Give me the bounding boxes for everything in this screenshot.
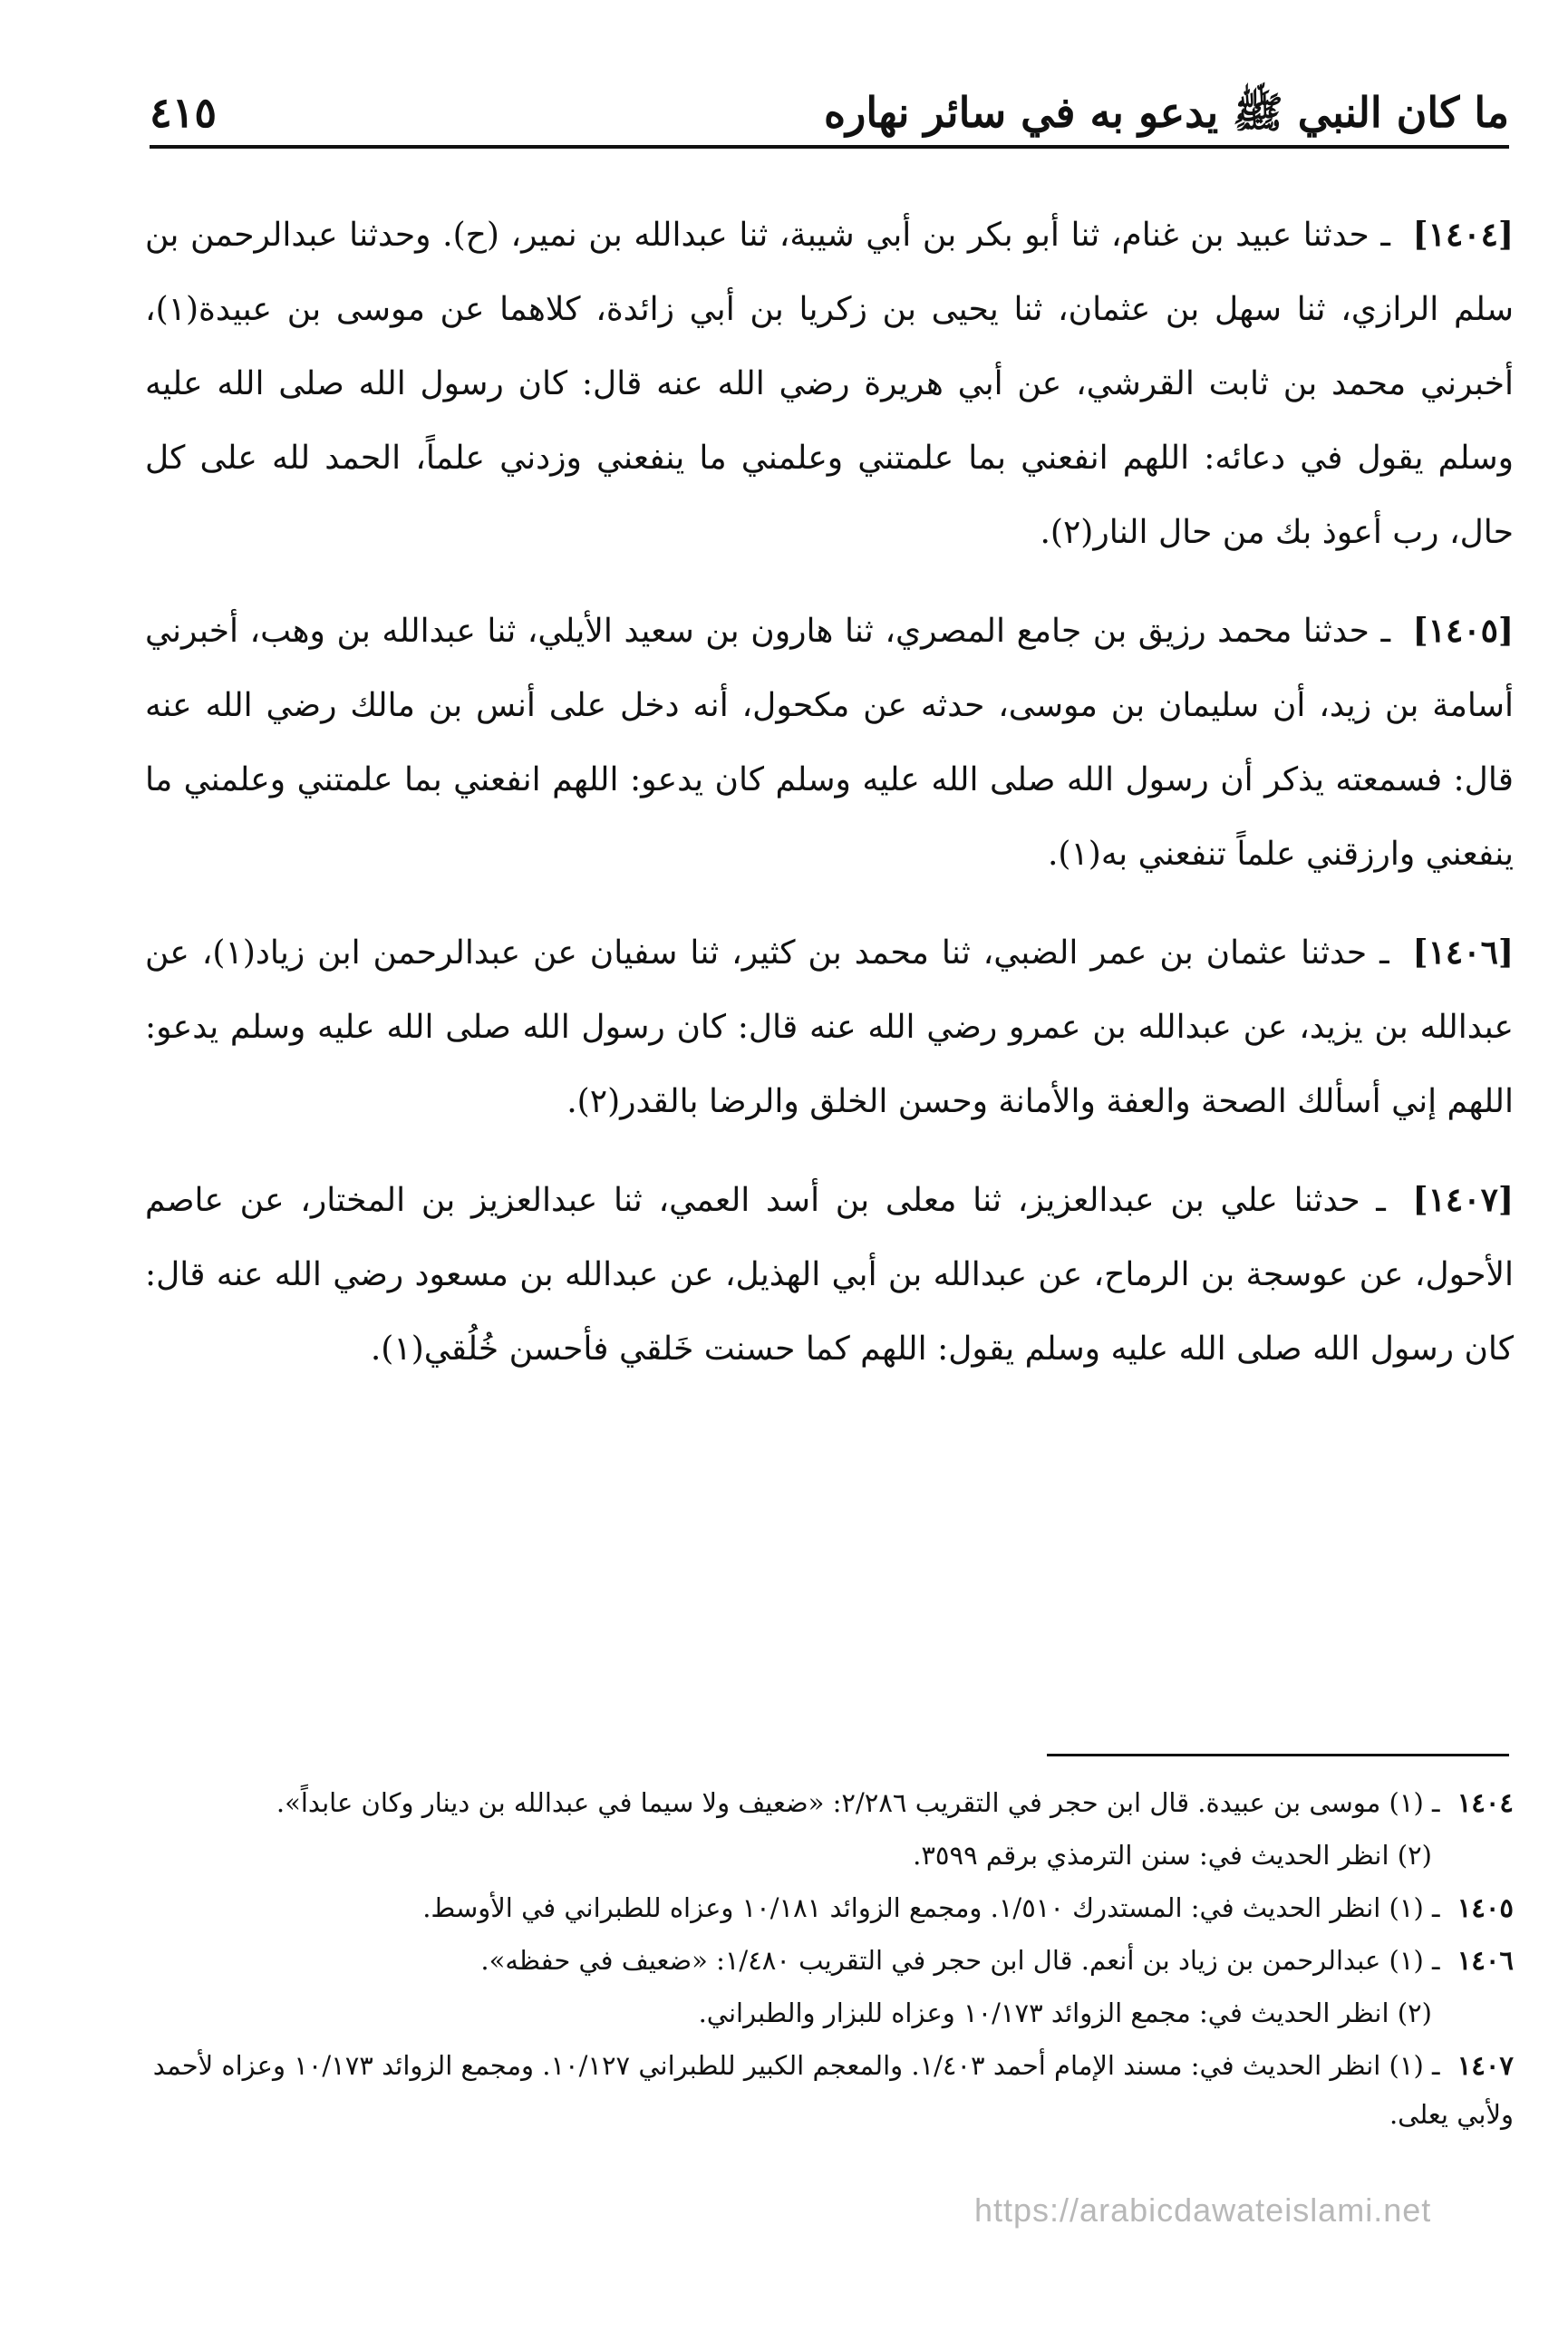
hadith-text: ـ حدثنا علي بن عبدالعزيز، ثنا معلى بن أسد العمي، ثنا عبدالعزيز بن المختار، عن عاصم الأحول، عن عوسجة بن الرماح، عن عبدالله بن أبي الهذيل، عن عبدالله بن مسعود رضي الله عنه قال: كان رسول الله صلى الله عليه وسلم يقول: اللهم كما حسنت خَلقي فأحسن خُلُقي(١). [145, 1182, 1514, 1368]
footnote-divider [1047, 1754, 1509, 1756]
hadith-text: ـ حدثنا عبيد بن غنام، ثنا أبو بكر بن أبي شيبة، ثنا عبدالله بن نمير، (ح). وحدثنا عبدالرحمن بن سلم الرازي، ثنا سهل بن عثمان، ثنا يحيى بن زكريا بن أبي زائدة، كلاهما عن موسى بن عبيدة(١)، أخبرني محمد بن ثابت القرشي، عن أبي هريرة رضي الله عنه قال: كان رسول الله صلى الله عليه وسلم يقول في دعائه: اللهم انفعني بما علمتني وعلمني ما ينفعني وزدني علماً، الحمد لله على كل حال، رب أعوذ بك من حال النار(٢). [145, 217, 1514, 551]
footnote-hadith-number: ١٤٠٤ [1457, 1787, 1514, 1818]
hadith-1406 [145, 915, 1514, 1139]
footnote [145, 1936, 1514, 1985]
hadith-number: [١٤٠٤] [1412, 216, 1514, 254]
hadith-text: ـ حدثنا محمد رزيق بن جامع المصري، ثنا هارون بن سعيد الأيلي، ثنا عبدالله بن وهب، أخبرني أسامة بن زيد، أن سليمان بن موسى، حدثه عن مكحول، أنه دخل على أنس بن مالك رضي الله عنه قال: فسمعته يذكر أن رسول الله صلى الله عليه وسلم كان يدعو: اللهم انفعني بما علمتني وعلمني ما ينفعني وارزقني علماً تنفعني به(١). [145, 613, 1514, 873]
footnote-hadith-number: ١٤٠٦ [1457, 1945, 1514, 1976]
footnote-hadith-number: ١٤٠٧ [1457, 2050, 1514, 2081]
footnote-text: ـ (١) عبدالرحمن بن زياد بن أنعم. قال ابن حجر في التقريب ١/٤٨٠: «ضعيف في حفظه». [480, 1945, 1440, 1976]
footnote [145, 1883, 1514, 1932]
footnote-text: ـ (١) انظر الحديث في: مسند الإمام أحمد ١/٤٠٣. والمعجم الكبير للطبراني ١٠/١٢٧. ومجمع الزوائد ١٠/١٧٣ وعزاه لأحمد ولأبي يعلى. [152, 2050, 1514, 2130]
footnote [145, 2041, 1514, 2139]
footnote [145, 1778, 1514, 1827]
header-divider [150, 145, 1509, 149]
hadith-1407 [145, 1163, 1514, 1387]
footnote [145, 1831, 1514, 1880]
watermark-url: https://arabicdawateislami.net [974, 2191, 1432, 2229]
chapter-title: ما كان النبي ﷺ يدعو به في سائر نهاره [824, 88, 1509, 137]
footnote-text: (٢) انظر الحديث في: مجمع الزوائد ١٠/١٧٣ وعزاه للبزار والطبراني. [698, 1998, 1432, 2028]
page-number: ٤١٥ [150, 88, 218, 137]
hadith-number: [١٤٠٥] [1412, 612, 1515, 650]
footnote-text: ـ (١) موسى بن عبيدة. قال ابن حجر في التقريب ٢/٢٨٦: «ضعيف ولا سيما في عبدالله بن دينار وكان عابداً». [276, 1787, 1440, 1818]
hadith-number: [١٤٠٦] [1412, 933, 1514, 972]
footnote-hadith-number: ١٤٠٥ [1457, 1892, 1514, 1923]
footnote-text: (٢) انظر الحديث في: سنن الترمذي برقم ٣٥٩٩. [913, 1840, 1432, 1871]
hadith-1405 [145, 594, 1514, 892]
footnotes [145, 1778, 1514, 2143]
main-text [145, 198, 1514, 1410]
footnote [145, 1988, 1514, 2037]
hadith-text: ـ حدثنا عثمان بن عمر الضبي، ثنا محمد بن كثير، ثنا سفيان عن عبدالرحمن ابن زياد(١)، عن عبدالله بن يزيد، عن عبدالله بن عمرو رضي الله عنه قال: كان رسول الله صلى الله عليه وسلم يدعو: اللهم إني أسألك الصحة والعفة والأمانة وحسن الخلق والرضا بالقدر(٢). [145, 934, 1514, 1120]
footnote-text: ـ (١) انظر الحديث في: المستدرك ١/٥١٠. ومجمع الزوائد ١٠/١٨١ وعزاه للطبراني في الأوسط. [422, 1892, 1440, 1923]
hadith-1404 [145, 198, 1514, 570]
hadith-number: [١٤٠٧] [1412, 1181, 1514, 1219]
